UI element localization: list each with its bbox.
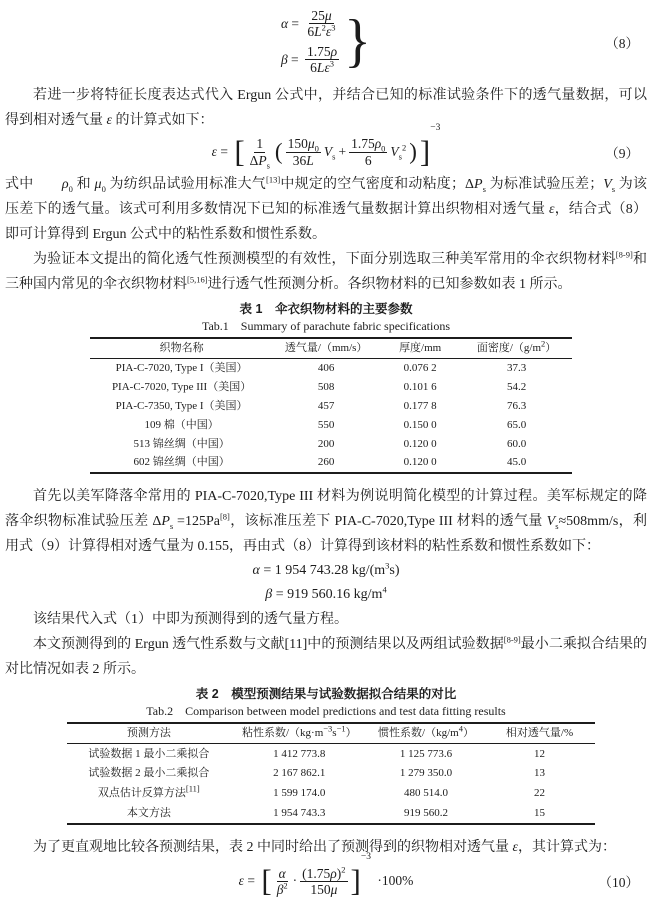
table-cell: 0.101 6 — [403, 380, 437, 393]
table-cell: 1 599 174.0 — [273, 787, 326, 800]
table-cell: PIA-C-7020, Type I（美国） — [115, 362, 248, 375]
table-cell: 12 — [534, 747, 546, 760]
numerator: $(1.75\rho)^2$ — [302, 864, 346, 881]
table-cell: 76.3 — [506, 399, 527, 412]
alpha-result-line: α = 1 954 743.28 $kg/(m^3s)$ — [252, 560, 400, 578]
equation-number: （8） — [605, 35, 639, 51]
table-cell: 0.150 0 — [403, 418, 437, 431]
table-cell: PIA-C-7020, Type III（美国） — [111, 380, 252, 393]
fraction — [286, 136, 321, 167]
table-row — [90, 416, 572, 435]
numerator: 25μ — [311, 8, 332, 23]
paragraph-comparison-intro: 本文预测得到的 Ergun 透气性系数与文献[11]中的预测结果以及两组试验数据[8-9]最小二乘拟合结果的对比情况如表 2 所示。 — [5, 634, 648, 677]
table-cell: 本文方法 — [126, 806, 171, 819]
equation-9 — [5, 122, 647, 171]
column-header-viscous-coefficient: 粘性系数$/(kg\cdot m^{-3}s^{-1})$ — [241, 723, 357, 740]
table-cell: 508 — [317, 380, 335, 393]
fraction — [248, 136, 272, 171]
percent-tail: ·100% — [373, 873, 414, 889]
table-cell: 200 — [317, 437, 335, 450]
column-header-relative-permeability: 相对透气量/% — [505, 727, 574, 740]
table-cell: 0.177 8 — [403, 399, 437, 412]
table-row — [67, 764, 595, 784]
table-row — [67, 744, 595, 764]
right-bracket-with-exponent: ] $^{-3}$ — [419, 122, 441, 169]
denominator: 6 — [364, 152, 372, 168]
table-row — [90, 378, 572, 397]
table-cell: 0.076 2 — [403, 362, 437, 375]
velocity-term: $V_s$ — [323, 144, 336, 162]
table-cell: 54.2 — [506, 380, 527, 393]
column-header-inertial-coefficient: 惯性系数$/(kg/m^4)$ — [378, 723, 474, 740]
denominator: $6L^2\varepsilon^3$ — [307, 22, 336, 40]
table-cell: PIA-C-7350, Type I（美国） — [115, 399, 248, 412]
table-cell: 0.120 0 — [403, 437, 437, 450]
table-cell: 457 — [317, 399, 335, 412]
table-2-title-en: Tab.2 Comparison between model predictions and test data fitting results — [146, 703, 506, 718]
table-cell: 1 954 743.3 — [273, 806, 326, 819]
column-header-permeability: 透气量/（mm/s） — [284, 342, 368, 355]
equation-8 — [5, 8, 647, 75]
table-row — [90, 397, 572, 416]
denominator: 36L — [292, 152, 314, 168]
right-bracket: ] — [350, 863, 361, 899]
table-cell: 602 锦丝绸（中国） — [133, 456, 230, 469]
table-cell: 15 — [534, 806, 546, 819]
table-cell: 109 棉（中国） — [144, 418, 219, 431]
table-cell: 试验数据 1 最小二乘拟合 — [88, 747, 210, 760]
paragraph-symbol-definitions: 式中 $\rho_0$ 和 $\mu_0$ 为纺织品试验用标准大气[13]中规定的空气密度和动粘度；$\Delta P_s$ 为标准试验压差；$V_s$ 为该压差下的透气量。该式可利用多数情况下已知的标准透气量数据计算出织物相对透气量 ε，结合式（8）即可计算得到 Ergun 公式中的粘性系数和惯性系数。 — [5, 174, 648, 242]
numerator: 1 — [256, 136, 264, 152]
table-cell: 1 125 773.6 — [399, 747, 453, 760]
column-header-thickness: 厚度/mm — [399, 342, 442, 355]
equation-number: （10） — [598, 875, 639, 891]
table-cell: 919 560.2 — [404, 806, 449, 819]
fraction — [305, 44, 339, 75]
table-cell: 37.3 — [506, 362, 527, 375]
right-bracket-with-exponent: ] $^{-3}$ — [350, 852, 371, 899]
table-cell: 1 279 350.0 — [399, 767, 453, 780]
table-row — [90, 454, 572, 473]
table-cell: 试验数据 2 最小二乘拟合 — [88, 767, 210, 780]
equation-8-line-beta — [281, 44, 339, 75]
table-1-title-en: Tab.1 Summary of parachute fabric specifications — [201, 318, 451, 333]
right-bracket: ] — [419, 133, 431, 169]
plus-sign: + — [338, 144, 347, 160]
table-row — [67, 804, 595, 824]
table-1-title-zh: 表 1 伞衣织物材料的主要参数 — [239, 301, 413, 316]
equation-10 — [5, 852, 647, 899]
alpha-lhs: α = — [280, 15, 303, 31]
table-2-title-zh: 表 2 模型预测结果与试验数据拟合结果的对比 — [195, 686, 457, 701]
table-cell: 65.0 — [506, 418, 527, 431]
equation-number: （9） — [605, 146, 639, 162]
numerator: 1.75ρ — [307, 44, 338, 60]
table-cell: 2 167 862.1 — [273, 767, 326, 780]
left-paren: ( — [274, 139, 283, 165]
numerator: α — [278, 865, 286, 881]
table-1-parachute-fabrics — [90, 337, 572, 474]
table-cell: 60.0 — [506, 437, 527, 450]
beta-result-line: β = 919 560.16 $kg/m^4$ — [265, 584, 387, 602]
paragraph-relative-permeability-intro: 为了更直观地比较各预测结果，表 2 中同时给出了预测得到的织物相对透气量 ε，其计算式为： — [33, 839, 617, 855]
table-cell: 550 — [317, 418, 335, 431]
table-cell: 480 514.0 — [404, 787, 449, 800]
denominator: $6L\varepsilon^3$ — [310, 58, 335, 76]
table-cell: 406 — [317, 362, 335, 375]
right-brace: } — [344, 8, 372, 74]
denominator: $\Delta P_s$ — [249, 152, 270, 171]
paragraph-derivation-intro: 若进一步将特征长度表达式代入 Ergun 公式中，并结合已知的标准试验条件下的透气量数据，可以得到相对透气量 ε 的计算式如下： — [5, 88, 647, 129]
fraction — [300, 866, 347, 897]
table-cell: 45.0 — [506, 456, 527, 469]
fraction — [305, 8, 337, 39]
table-1-header-row — [90, 338, 572, 359]
paragraph-validation-intro: 为验证本文提出的简化透气性预测模型的有效性，下面分别选取三种美军常用的伞衣织物材料[8-9]和三种国内常见的伞衣织物材料[5,16]进行透气性预测分析。各织物材料的已知参数如表 1 所示。 — [5, 249, 648, 292]
table-cell: 22 — [534, 787, 546, 800]
epsilon-lhs: ε = — [238, 873, 259, 889]
table-cell: 双点估计反算方法[11] — [97, 783, 200, 800]
equation-8-line-alpha — [281, 8, 338, 39]
numerator: $1.75\rho_0$ — [351, 136, 386, 155]
dot-operator: · — [292, 873, 298, 889]
epsilon-lhs: ε = — [211, 144, 232, 160]
table-cell: 260 — [317, 456, 335, 469]
table-cell: 13 — [534, 767, 546, 780]
paragraph-example-calculation: 首先以美军降落伞常用的 PIA-C-7020,Type III 材料为例说明简化模型的计算过程。美军标规定的降落伞织物标准试验压差 $\Delta P_s =125Pa[8]$，该标准压差下 PIA-C-7020,Type III 材料的透气量 $V_s\approx 508mm/s$，利用式（9）计算得相对透气量为 0.155，再由式（8）计算得到该材料的粘性系数和惯性系数如下： — [5, 488, 647, 554]
table-row — [90, 435, 572, 454]
right-paren: ) — [409, 139, 417, 165]
table-cell: 1 412 773.8 — [273, 747, 326, 760]
numerator: $150\mu_0$ — [287, 136, 319, 155]
table-2-header-row — [67, 723, 595, 744]
table-row — [67, 784, 595, 804]
column-header-method: 预测方法 — [126, 727, 171, 740]
column-header-fabric-name: 织物名称 — [159, 342, 204, 355]
fraction — [275, 866, 290, 897]
table-cell: 0.120 0 — [403, 456, 437, 469]
left-bracket: [ — [234, 133, 245, 169]
left-bracket: [ — [261, 863, 272, 899]
beta-lhs: β = — [280, 51, 303, 67]
column-header-areal-density: 面密度$/(g/m^2)$ — [476, 338, 557, 355]
paragraph-substitution-note: 该结果代入式（1）中即为预测得到的透气量方程。 — [33, 611, 348, 627]
velocity-squared-term: $V_s^2$ — [390, 142, 407, 162]
denominator: $\beta^2$ — [276, 880, 288, 897]
table-cell: 513 锦丝绸（中国） — [133, 437, 230, 450]
equation-8-system — [281, 8, 339, 75]
table-row — [90, 359, 572, 378]
denominator: 150μ — [310, 881, 338, 897]
fraction — [349, 136, 387, 167]
table-2-prediction-comparison — [67, 722, 595, 825]
